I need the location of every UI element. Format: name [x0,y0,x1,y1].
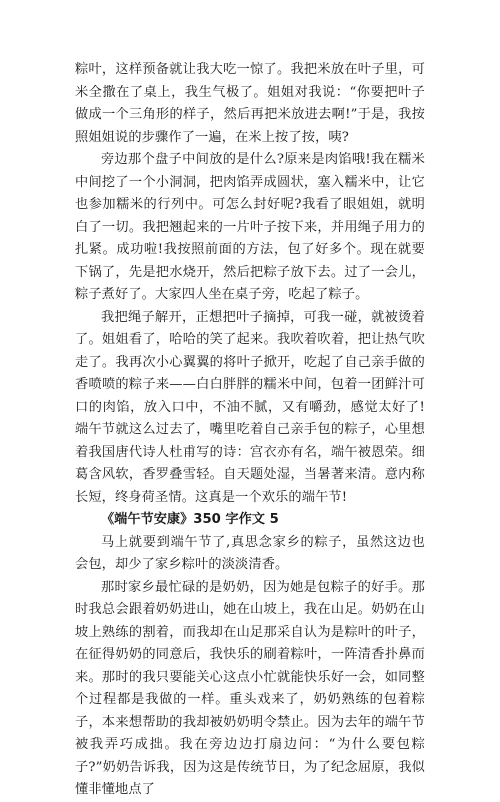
paragraph-4: 马上就要到端午节了,真思念家乡的粽子，虽然这边也会包，却少了家乡粽叶的淡淡清香。 [75,534,425,572]
paragraph-1: 粽叶，这样预备就让我大吃一惊了。我把米放在叶子里，可米全撒在了桌上，我生气极了。姐姐对我说：“你要把叶子做成一个三角形的样子，然后再把米放进去啊!”于是，我按照姐姐说的步骤作了一遍，在米上按了按，咦? [75,62,425,145]
document-body [75,59,425,802]
section-heading: 《端午节安康》350 字作文 5 [101,512,279,527]
paragraph-3: 我把绳子解开，正想把叶子摘掉，可我一碰，就被烫着了。姐姐看了，哈哈的笑了起来。我吹着吹着，把让热气吹走了。我再次小心翼翼的将叶子掀开，吃起了自己亲手做的香喷喷的粽子来——白白胖胖的糯米中间，包着一团鲜汁可口的肉馅，放入口中，不油不腻，又有嚼劲，感觉太好了!端午节就这么过去了，嘴里吃着自己亲手包的粽子，心里想着我国唐代诗人杜甫写的诗：宫衣亦有名，端午被恩荣。细葛含风软，香罗叠雪轻。自天题处湿，当暑著来清。意内称长短，终身荷圣情。这真是一个欢乐的端午节! [75,309,425,505]
paragraph-5: 那时家乡最忙碌的是奶奶，因为她是包粽子的好手。那时我总会跟着奶奶进山，她在山坡上，我在山足。奶奶在山坡上熟练的割着，而我却在山足那采自认为是粽叶的叶子，在征得奶奶的同意后，我快乐的刷着粽叶，一阵清香扑鼻而来。那时的我只要能关心这点小忙就能快乐好一会，如同整个过程都是我做的一样。重头戏来了，奶奶熟练的包着粽子，本来想帮助的我却被奶奶明令禁止。因为去年的端午节被我弄巧成拙。我在旁边边打扇边问：“为什么要包粽子?”奶奶告诉我，因为这是传统节日，为了纪念屈原，我似懂非懂地点了 [75,579,425,797]
paragraph-2: 旁边那个盘子中间放的是什么?原来是肉馅哦!我在糯米中间挖了一个小洞洞，把肉馅弄成圆状，塞入糯米中，让它也参加糯米的行列中。可怎么封好呢?我看了眼姐姐，就明白了一切。我把翘起来的一片叶子按下来，并用绳子用力的扎紧。成功啦!我按照前面的方法，包了好多个。现在就要下锅了，先是把水烧开，然后把粽子放下去。过了一会儿，粽子煮好了。大家四人坐在桌子旁，吃起了粽子。 [75,152,425,302]
